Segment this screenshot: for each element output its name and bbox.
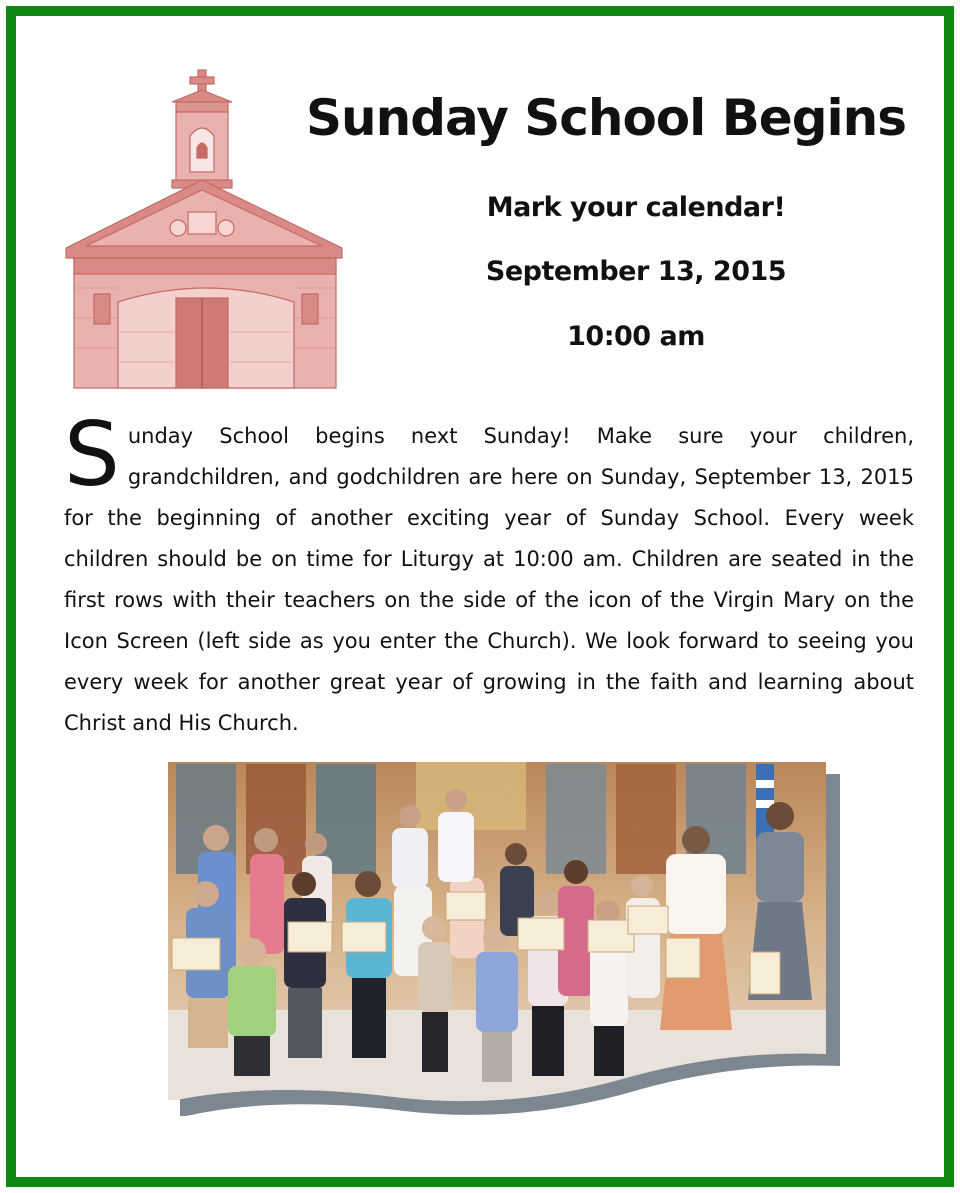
- calendar-note: Mark your calendar!: [486, 192, 786, 223]
- page-title: Sunday School Begins: [306, 89, 906, 147]
- announcement-text: unday School begins next Sunday! Make sure your children, grandchildren, and godchildren are here on Sunday, September 13, 2015 for the beginning of another exciting year of Sunday School. Every week children should be on time for Liturgy at 10:00 am. Children are seated in the first rows with their teachers on the side of the icon of the Virgin Mary on the Icon Screen (left side as you enter the Church). We look forward to seeing you every week for another great year of growing in the faith and learning about Christ and His Church.: [64, 424, 914, 735]
- event-time: 10:00 am: [567, 321, 705, 352]
- drop-cap: S: [64, 403, 120, 506]
- group-photo: [166, 760, 842, 1140]
- event-date: September 13, 2015: [485, 256, 787, 287]
- announcement-paragraph: [64, 403, 914, 744]
